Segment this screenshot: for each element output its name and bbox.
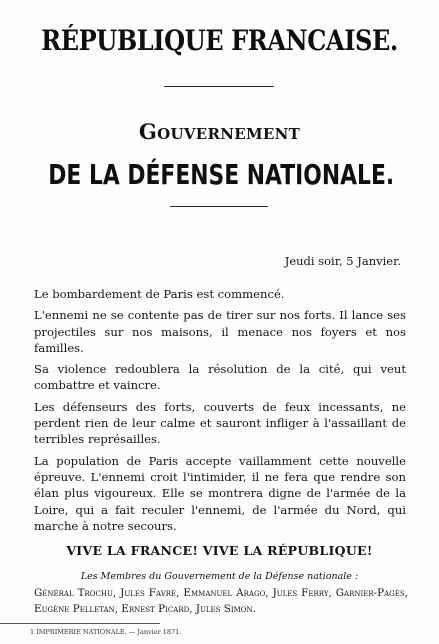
footer-rule (0, 623, 160, 624)
signatories: Général Trochu, Jules Favre, Emmanuel Arago, Jules Ferry, Garnier-Pagès, Eugène Pelletan, Ernest Picard, Jules Simon. (34, 587, 408, 615)
paragraph: Sa violence redoublera la résolution de la cité, qui veut combattre et vaincre. (34, 362, 406, 393)
proclamation-body (34, 286, 406, 539)
national-defense-heading: DE LA DÉFENSE NATIONALE. (48, 158, 395, 191)
republic-heading: RÉPUBLIQUE FRANCAISE. (41, 24, 398, 57)
paragraph: Les défenseurs des forts, couverts de feux incessants, ne perdent rien de leur calme et sauront infliger à l'assaillant de terribles représailles. (34, 399, 406, 447)
closing-cry: VIVE LA FRANCE! VIVE LA RÉPUBLIQUE! (66, 543, 373, 558)
paragraph: La population de Paris accepte vaillamment cette nouvelle épreuve. L'ennemi croit l'intimider, il ne fera que rendre son élan plus vigoureux. Elle se montrera digne de l'armée de la Loire, qui a fait reculer l'ennemi, de l'armée du Nord, qui marche à notre secours. (34, 453, 406, 533)
divider-rule (164, 86, 274, 87)
paragraph: L'ennemi ne se contente pas de tirer sur nos forts. Il lance ses projectiles sur nos maisons, il menace nos foyers et nos familles. (34, 308, 406, 355)
dateline: Jeudi soir, 5 Janvier. (284, 254, 401, 268)
government-heading: Gouvernement (138, 119, 301, 144)
printer-imprint: 1 IMPRIMERIE NATIONALE. — Janvier 1871. (30, 628, 182, 636)
divider-rule (170, 206, 268, 207)
members-intro: Les Membres du Gouvernement de la Défense nationale : (80, 571, 359, 582)
paragraph: Le bombardement de Paris est commencé. (34, 287, 285, 301)
